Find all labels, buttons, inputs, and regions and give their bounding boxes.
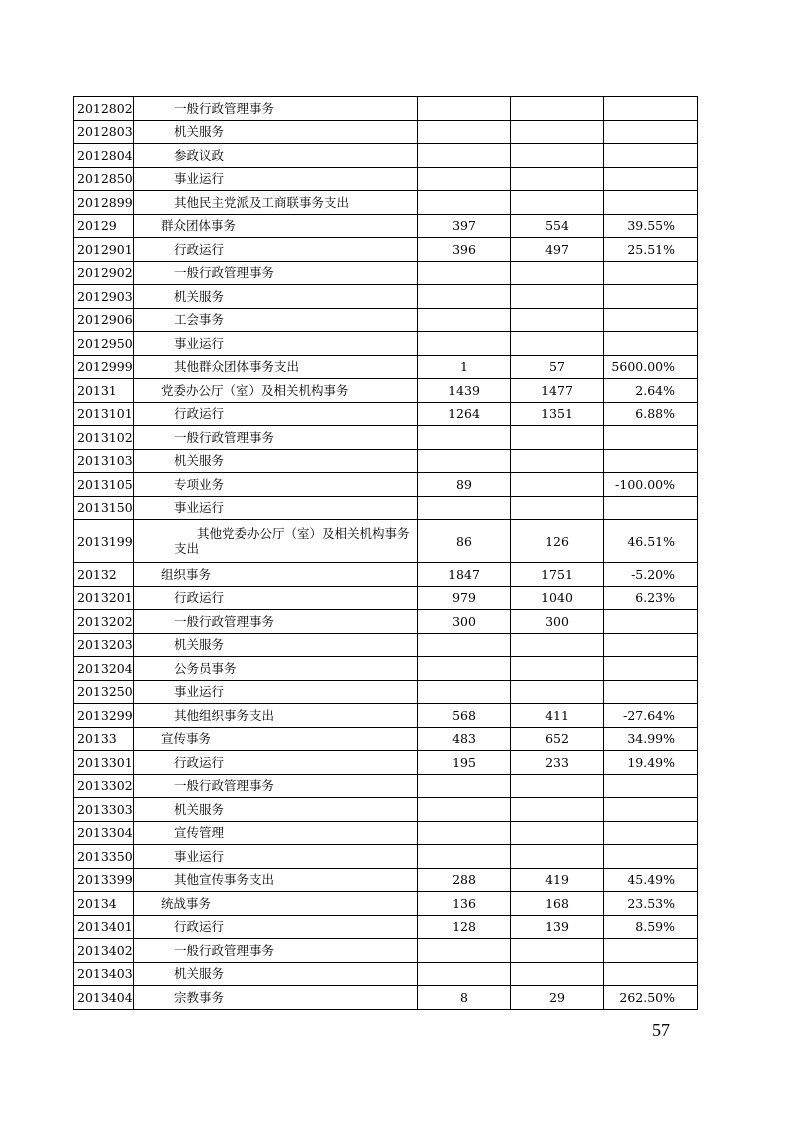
- item-code-cell: 2012999: [74, 355, 134, 379]
- change-percent-cell: [604, 308, 698, 332]
- change-percent-cell: 262.50%: [604, 986, 698, 1010]
- change-percent-cell: 25.51%: [604, 238, 698, 262]
- table-row: [74, 633, 698, 657]
- change-percent-cell: [604, 285, 698, 309]
- item-name-cell: 行政运行: [134, 751, 418, 775]
- item-code-cell: 2013302: [74, 774, 134, 798]
- item-code-cell: 2013401: [74, 915, 134, 939]
- prior-year-value-cell: [418, 939, 511, 963]
- item-name-cell: 其他宣传事务支出: [134, 868, 418, 892]
- change-percent-cell: 5600.00%: [604, 355, 698, 379]
- change-percent-cell: [604, 657, 698, 681]
- item-name-cell: 其他党委办公厅（室）及相关机构事务支出: [134, 520, 418, 563]
- table-row: [74, 892, 698, 916]
- current-year-value-cell: [511, 680, 604, 704]
- change-percent-cell: [604, 798, 698, 822]
- item-code-cell: 2013403: [74, 962, 134, 986]
- change-percent-cell: -5.20%: [604, 563, 698, 587]
- table-row: [74, 657, 698, 681]
- change-percent-cell: [604, 97, 698, 121]
- item-code-cell: 2013250: [74, 680, 134, 704]
- current-year-value-cell: [511, 167, 604, 191]
- current-year-value-cell: 29: [511, 986, 604, 1010]
- table-row: [74, 355, 698, 379]
- current-year-value-cell: [511, 962, 604, 986]
- current-year-value-cell: 300: [511, 610, 604, 634]
- table-row: [74, 379, 698, 403]
- item-name-cell: 参政议政: [134, 144, 418, 168]
- change-percent-cell: [604, 120, 698, 144]
- item-name-cell: 事业运行: [134, 496, 418, 520]
- item-name-cell: 宣传管理: [134, 821, 418, 845]
- prior-year-value-cell: 568: [418, 704, 511, 728]
- current-year-value-cell: [511, 774, 604, 798]
- change-percent-cell: [604, 496, 698, 520]
- current-year-value-cell: 652: [511, 727, 604, 751]
- prior-year-value-cell: [418, 633, 511, 657]
- table-body: [74, 97, 698, 1010]
- change-percent-cell: 46.51%: [604, 520, 698, 563]
- item-name-cell: 其他群众团体事务支出: [134, 355, 418, 379]
- item-name-cell: 其他民主党派及工商联事务支出: [134, 191, 418, 215]
- current-year-value-cell: 57: [511, 355, 604, 379]
- current-year-value-cell: [511, 261, 604, 285]
- change-percent-cell: -100.00%: [604, 473, 698, 497]
- prior-year-value-cell: 396: [418, 238, 511, 262]
- table-row: [74, 402, 698, 426]
- current-year-value-cell: [511, 821, 604, 845]
- item-code-cell: 2012899: [74, 191, 134, 215]
- prior-year-value-cell: [418, 332, 511, 356]
- table-row: [74, 939, 698, 963]
- item-name-cell: 一般行政管理事务: [134, 97, 418, 121]
- item-code-cell: 20129: [74, 214, 134, 238]
- item-code-cell: 2013304: [74, 821, 134, 845]
- prior-year-value-cell: 1847: [418, 563, 511, 587]
- table-row: [74, 845, 698, 869]
- prior-year-value-cell: [418, 449, 511, 473]
- table-row: [74, 610, 698, 634]
- item-code-cell: 2013103: [74, 449, 134, 473]
- current-year-value-cell: 233: [511, 751, 604, 775]
- item-code-cell: 20134: [74, 892, 134, 916]
- item-name-cell: 统战事务: [134, 892, 418, 916]
- current-year-value-cell: [511, 473, 604, 497]
- prior-year-value-cell: 128: [418, 915, 511, 939]
- item-name-cell: 一般行政管理事务: [134, 774, 418, 798]
- prior-year-value-cell: [418, 97, 511, 121]
- current-year-value-cell: 497: [511, 238, 604, 262]
- prior-year-value-cell: 1264: [418, 402, 511, 426]
- table-row: [74, 426, 698, 450]
- current-year-value-cell: 168: [511, 892, 604, 916]
- current-year-value-cell: [511, 120, 604, 144]
- table-row: [74, 704, 698, 728]
- table-row: [74, 308, 698, 332]
- prior-year-value-cell: [418, 167, 511, 191]
- prior-year-value-cell: [418, 657, 511, 681]
- item-name-cell: 一般行政管理事务: [134, 610, 418, 634]
- item-code-cell: 2012950: [74, 332, 134, 356]
- prior-year-value-cell: [418, 798, 511, 822]
- current-year-value-cell: [511, 845, 604, 869]
- item-code-cell: 2013102: [74, 426, 134, 450]
- item-name-cell: 事业运行: [134, 680, 418, 704]
- change-percent-cell: [604, 774, 698, 798]
- table-row: [74, 449, 698, 473]
- change-percent-cell: [604, 610, 698, 634]
- change-percent-cell: [604, 449, 698, 473]
- prior-year-value-cell: 300: [418, 610, 511, 634]
- item-code-cell: 2013199: [74, 520, 134, 563]
- item-code-cell: 2012906: [74, 308, 134, 332]
- table-row: [74, 473, 698, 497]
- item-name-cell: 行政运行: [134, 915, 418, 939]
- table-row: [74, 332, 698, 356]
- current-year-value-cell: [511, 191, 604, 215]
- current-year-value-cell: [511, 285, 604, 309]
- current-year-value-cell: [511, 633, 604, 657]
- current-year-value-cell: [511, 939, 604, 963]
- item-name-cell: 专项业务: [134, 473, 418, 497]
- item-name-cell: 行政运行: [134, 402, 418, 426]
- prior-year-value-cell: 89: [418, 473, 511, 497]
- prior-year-value-cell: 483: [418, 727, 511, 751]
- current-year-value-cell: 1040: [511, 586, 604, 610]
- item-code-cell: 2013301: [74, 751, 134, 775]
- budget-table: [73, 96, 698, 1010]
- item-code-cell: 2013399: [74, 868, 134, 892]
- item-code-cell: 2013299: [74, 704, 134, 728]
- change-percent-cell: 6.88%: [604, 402, 698, 426]
- change-percent-cell: [604, 633, 698, 657]
- change-percent-cell: 23.53%: [604, 892, 698, 916]
- current-year-value-cell: [511, 144, 604, 168]
- item-code-cell: 20133: [74, 727, 134, 751]
- item-code-cell: 2013105: [74, 473, 134, 497]
- prior-year-value-cell: [418, 962, 511, 986]
- current-year-value-cell: 411: [511, 704, 604, 728]
- current-year-value-cell: [511, 332, 604, 356]
- table-row: [74, 285, 698, 309]
- table-row: [74, 868, 698, 892]
- table-row: [74, 144, 698, 168]
- change-percent-cell: 19.49%: [604, 751, 698, 775]
- item-code-cell: 20132: [74, 563, 134, 587]
- current-year-value-cell: 1751: [511, 563, 604, 587]
- item-name-cell: 组织事务: [134, 563, 418, 587]
- change-percent-cell: [604, 962, 698, 986]
- item-code-cell: 2012903: [74, 285, 134, 309]
- item-code-cell: 2013404: [74, 986, 134, 1010]
- prior-year-value-cell: [418, 821, 511, 845]
- current-year-value-cell: [511, 426, 604, 450]
- item-name-cell: 一般行政管理事务: [134, 939, 418, 963]
- current-year-value-cell: [511, 308, 604, 332]
- current-year-value-cell: 139: [511, 915, 604, 939]
- change-percent-cell: 8.59%: [604, 915, 698, 939]
- current-year-value-cell: [511, 798, 604, 822]
- table-row: [74, 496, 698, 520]
- change-percent-cell: [604, 680, 698, 704]
- table-row: [74, 821, 698, 845]
- item-code-cell: 2012902: [74, 261, 134, 285]
- prior-year-value-cell: 136: [418, 892, 511, 916]
- table-row: [74, 915, 698, 939]
- change-percent-cell: [604, 191, 698, 215]
- change-percent-cell: [604, 426, 698, 450]
- item-code-cell: 2012850: [74, 167, 134, 191]
- item-name-cell: 党委办公厅（室）及相关机构事务: [134, 379, 418, 403]
- change-percent-cell: [604, 144, 698, 168]
- table-row: [74, 680, 698, 704]
- item-name-cell: 一般行政管理事务: [134, 261, 418, 285]
- page-number: 57: [652, 1020, 670, 1040]
- change-percent-cell: 39.55%: [604, 214, 698, 238]
- prior-year-value-cell: 86: [418, 520, 511, 563]
- table-row: [74, 751, 698, 775]
- current-year-value-cell: 419: [511, 868, 604, 892]
- item-code-cell: 20131: [74, 379, 134, 403]
- item-code-cell: 2013202: [74, 610, 134, 634]
- prior-year-value-cell: [418, 680, 511, 704]
- prior-year-value-cell: 8: [418, 986, 511, 1010]
- item-name-cell: 机关服务: [134, 633, 418, 657]
- item-name-cell: 事业运行: [134, 332, 418, 356]
- table-row: [74, 962, 698, 986]
- prior-year-value-cell: 397: [418, 214, 511, 238]
- change-percent-cell: 6.23%: [604, 586, 698, 610]
- item-name-cell: 宗教事务: [134, 986, 418, 1010]
- current-year-value-cell: 1477: [511, 379, 604, 403]
- current-year-value-cell: [511, 97, 604, 121]
- item-code-cell: 2013201: [74, 586, 134, 610]
- prior-year-value-cell: [418, 308, 511, 332]
- prior-year-value-cell: [418, 426, 511, 450]
- item-name-cell: 工会事务: [134, 308, 418, 332]
- change-percent-cell: 2.64%: [604, 379, 698, 403]
- table-row: [74, 261, 698, 285]
- item-name-cell: 行政运行: [134, 238, 418, 262]
- current-year-value-cell: 1351: [511, 402, 604, 426]
- current-year-value-cell: [511, 449, 604, 473]
- table-row: [74, 798, 698, 822]
- change-percent-cell: 34.99%: [604, 727, 698, 751]
- table-row: [74, 191, 698, 215]
- table-row: [74, 238, 698, 262]
- item-code-cell: 2012901: [74, 238, 134, 262]
- item-code-cell: 2013303: [74, 798, 134, 822]
- table-row: [74, 97, 698, 121]
- change-percent-cell: [604, 845, 698, 869]
- item-code-cell: 2013402: [74, 939, 134, 963]
- change-percent-cell: [604, 332, 698, 356]
- current-year-value-cell: [511, 496, 604, 520]
- item-name-cell: 行政运行: [134, 586, 418, 610]
- prior-year-value-cell: [418, 774, 511, 798]
- item-name-cell: 公务员事务: [134, 657, 418, 681]
- table-row: [74, 727, 698, 751]
- item-name-cell: 群众团体事务: [134, 214, 418, 238]
- item-name-cell: 机关服务: [134, 449, 418, 473]
- item-name-cell: 事业运行: [134, 167, 418, 191]
- prior-year-value-cell: [418, 496, 511, 520]
- item-code-cell: 2013101: [74, 402, 134, 426]
- prior-year-value-cell: [418, 261, 511, 285]
- prior-year-value-cell: 288: [418, 868, 511, 892]
- item-name-cell: 一般行政管理事务: [134, 426, 418, 450]
- item-code-cell: 2013204: [74, 657, 134, 681]
- table-row: [74, 563, 698, 587]
- table-row: [74, 986, 698, 1010]
- table-row: [74, 214, 698, 238]
- change-percent-cell: 45.49%: [604, 868, 698, 892]
- item-code-cell: 2013350: [74, 845, 134, 869]
- item-name-cell: 事业运行: [134, 845, 418, 869]
- current-year-value-cell: 126: [511, 520, 604, 563]
- change-percent-cell: [604, 261, 698, 285]
- prior-year-value-cell: 979: [418, 586, 511, 610]
- item-code-cell: 2013203: [74, 633, 134, 657]
- change-percent-cell: [604, 821, 698, 845]
- table-row: [74, 774, 698, 798]
- current-year-value-cell: [511, 657, 604, 681]
- prior-year-value-cell: 195: [418, 751, 511, 775]
- item-code-cell: 2013150: [74, 496, 134, 520]
- prior-year-value-cell: [418, 120, 511, 144]
- table-row: [74, 167, 698, 191]
- change-percent-cell: [604, 167, 698, 191]
- prior-year-value-cell: [418, 285, 511, 309]
- change-percent-cell: -27.64%: [604, 704, 698, 728]
- prior-year-value-cell: 1439: [418, 379, 511, 403]
- table-row: [74, 120, 698, 144]
- item-name-cell: 其他组织事务支出: [134, 704, 418, 728]
- item-name-cell: 机关服务: [134, 285, 418, 309]
- change-percent-cell: [604, 939, 698, 963]
- item-name-cell: 机关服务: [134, 798, 418, 822]
- item-name-cell: 机关服务: [134, 120, 418, 144]
- table-row: [74, 520, 698, 563]
- prior-year-value-cell: [418, 845, 511, 869]
- item-name-cell: 宣传事务: [134, 727, 418, 751]
- prior-year-value-cell: [418, 144, 511, 168]
- item-code-cell: 2012804: [74, 144, 134, 168]
- prior-year-value-cell: 1: [418, 355, 511, 379]
- table-row: [74, 586, 698, 610]
- item-code-cell: 2012802: [74, 97, 134, 121]
- item-name-cell: 机关服务: [134, 962, 418, 986]
- current-year-value-cell: 554: [511, 214, 604, 238]
- item-code-cell: 2012803: [74, 120, 134, 144]
- prior-year-value-cell: [418, 191, 511, 215]
